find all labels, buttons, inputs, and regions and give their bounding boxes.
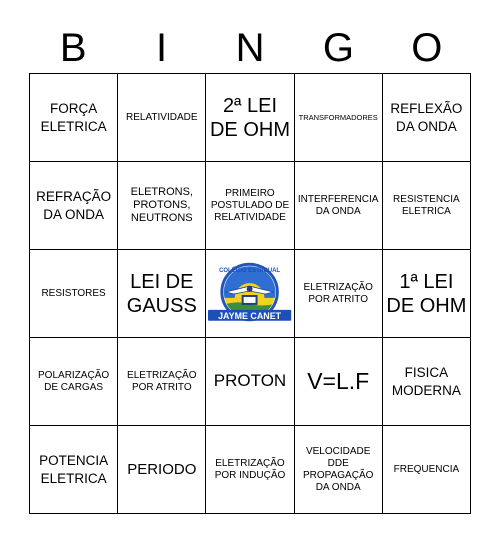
bingo-cell[interactable]: REFLEXÃO DA ONDA [383,74,471,162]
title-letter-n: N [235,26,265,70]
title-letter-o: O [411,26,443,70]
bingo-cell[interactable]: FREQUENCIA [383,426,471,514]
bingo-cell[interactable]: PROTON [206,338,294,426]
bingo-cell[interactable]: LEI DE GAUSS [118,250,206,338]
bingo-cell[interactable]: PERIODO [118,426,206,514]
bingo-cell[interactable]: VELOCIDADE DDE PROPAGAÇÃO DA ONDA [295,426,383,514]
bingo-cell[interactable]: ELETRIZAÇÃO POR INDUÇÃO [206,426,294,514]
bingo-card-grid [29,73,471,514]
bingo-cell[interactable]: INTERFERENCIA DA ONDA [295,162,383,250]
bingo-cell[interactable]: RELATIVIDADE [118,74,206,162]
bingo-cell[interactable]: 1ª LEI DE OHM [383,250,471,338]
bingo-cell[interactable]: RESISTENCIA ELETRICA [383,162,471,250]
bingo-cell[interactable]: RESISTORES [30,250,118,338]
free-space-logo [206,250,294,338]
bingo-title [29,24,471,72]
bingo-cell[interactable]: 2ª LEI DE OHM [206,74,294,162]
bingo-cell[interactable]: PRIMEIRO POSTULADO DE RELATIVIDADE [206,162,294,250]
title-letter-b: B [59,26,87,70]
bingo-cell[interactable]: FORÇA ELETRICA [30,74,118,162]
title-letter-i: I [156,26,168,70]
bingo-cell[interactable]: FISICA MODERNA [383,338,471,426]
bingo-cell[interactable]: TRANSFORMADORES [295,74,383,162]
logo-banner-text: JAYME CANET [218,310,282,321]
bingo-cell[interactable]: ELETRONS, PROTONS, NEUTRONS [118,162,206,250]
bingo-cell[interactable]: POTENCIA ELETRICA [30,426,118,514]
title-letter-g: G [322,26,354,70]
school-logo-image [206,262,293,326]
bingo-cell[interactable]: REFRAÇÃO DA ONDA [30,162,118,250]
bingo-cell[interactable]: V=L.F [295,338,383,426]
bingo-cell[interactable]: ELETRIZAÇÃO POR ATRITO [118,338,206,426]
logo-top-text: COLÉGIO ESTADUAL [219,267,281,274]
bingo-cell[interactable]: ELETRIZAÇÃO POR ATRITO [295,250,383,338]
bingo-cell[interactable]: POLARIZAÇÃO DE CARGAS [30,338,118,426]
